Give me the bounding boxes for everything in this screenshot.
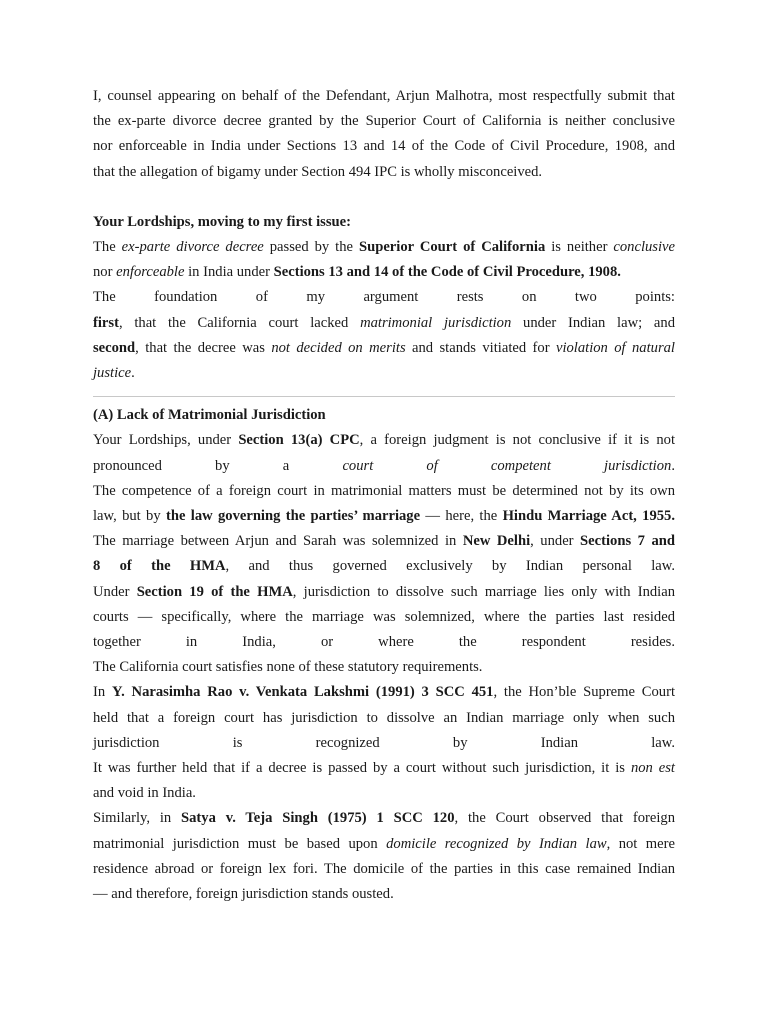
intro-line: that the allegation of bigamy under Section 494 IPC is wholly misconceived. <box>93 163 543 180</box>
section-divider <box>93 396 675 397</box>
issue-line: first, that the California court lacked matrimonial jurisdiction under Indian law; and <box>93 314 676 331</box>
section-a-line: and void in India. <box>93 785 196 802</box>
section-a-line: jurisdiction is recognized by Indian law. <box>93 734 675 751</box>
intro-line: nor enforceable in India under Sections 13 and 14 of the Code of Civil Procedure, 1908, and <box>93 138 675 155</box>
section-a-line: residence abroad or foreign lex fori. The domicile of the parties in this case remained Indian <box>93 860 675 877</box>
section-a-line: It was further held that if a decree is passed by a court without such jurisdiction, it is non est <box>93 760 675 777</box>
document-page <box>93 84 675 907</box>
section-a-line: law, but by the law governing the parties’ marriage — here, the Hindu Marriage Act, 1955. <box>93 508 675 525</box>
spacer <box>93 185 675 210</box>
issue-heading: Your Lordships, moving to my first issue: <box>93 213 351 230</box>
intro-line: the ex-parte divorce decree granted by the Superior Court of California is neither conclusive <box>93 113 675 130</box>
section-a-line: courts — specifically, where the marriage was solemnized, where the parties last resided <box>93 608 675 625</box>
section-a-line: Under Section 19 of the HMA, jurisdiction to dissolve such marriage lies only with Indian <box>93 583 675 600</box>
section-a-line: Your Lordships, under Section 13(a) CPC, a foreign judgment is not conclusive if it is not <box>93 432 675 449</box>
section-a-line: pronounced by a court of competent jurisdiction. <box>93 457 675 474</box>
first-issue-section <box>93 210 675 386</box>
section-a-line: 8 of the HMA, and thus governed exclusively by Indian personal law. <box>93 558 675 575</box>
intro-line: I, counsel appearing on behalf of the Defendant, Arjun Malhotra, most respectfully submit that <box>93 88 675 104</box>
intro-paragraph <box>93 84 675 185</box>
section-a-line: matrimonial jurisdiction must be based upon domicile recognized by Indian law, not mere <box>93 835 675 852</box>
section-a-line: Similarly, in Satya v. Teja Singh (1975) 1 SCC 120, the Court observed that foreign <box>93 810 676 827</box>
section-a-line: The California court satisfies none of these statutory requirements. <box>93 659 483 676</box>
section-a-line: together in India, or where the respondent resides. <box>93 634 675 651</box>
section-a-line: In Y. Narasimha Rao v. Venkata Lakshmi (1991) 3 SCC 451, the Hon’ble Supreme Court <box>93 684 675 701</box>
issue-line: justice. <box>93 365 135 382</box>
issue-line: The ex-parte divorce decree passed by the Superior Court of California is neither conclusive <box>93 239 675 256</box>
section-a-line: The marriage between Arjun and Sarah was solemnized in New Delhi, under Sections 7 and <box>93 533 675 550</box>
issue-line: nor enforceable in India under Sections 13 and 14 of the Code of Civil Procedure, 1908. <box>93 264 621 281</box>
section-a-line: held that a foreign court has jurisdiction to dissolve an Indian marriage only when such <box>93 709 675 726</box>
section-a <box>93 403 675 907</box>
issue-line: second, that the decree was not decided on merits and stands vitiated for violation of natural <box>93 339 675 356</box>
section-a-line: The competence of a foreign court in matrimonial matters must be determined not by its own <box>93 482 675 499</box>
issue-line: The foundation of my argument rests on two points: <box>93 289 675 306</box>
section-a-heading: (A) Lack of Matrimonial Jurisdiction <box>93 407 326 424</box>
section-a-line: — and therefore, foreign jurisdiction stands ousted. <box>93 886 394 903</box>
